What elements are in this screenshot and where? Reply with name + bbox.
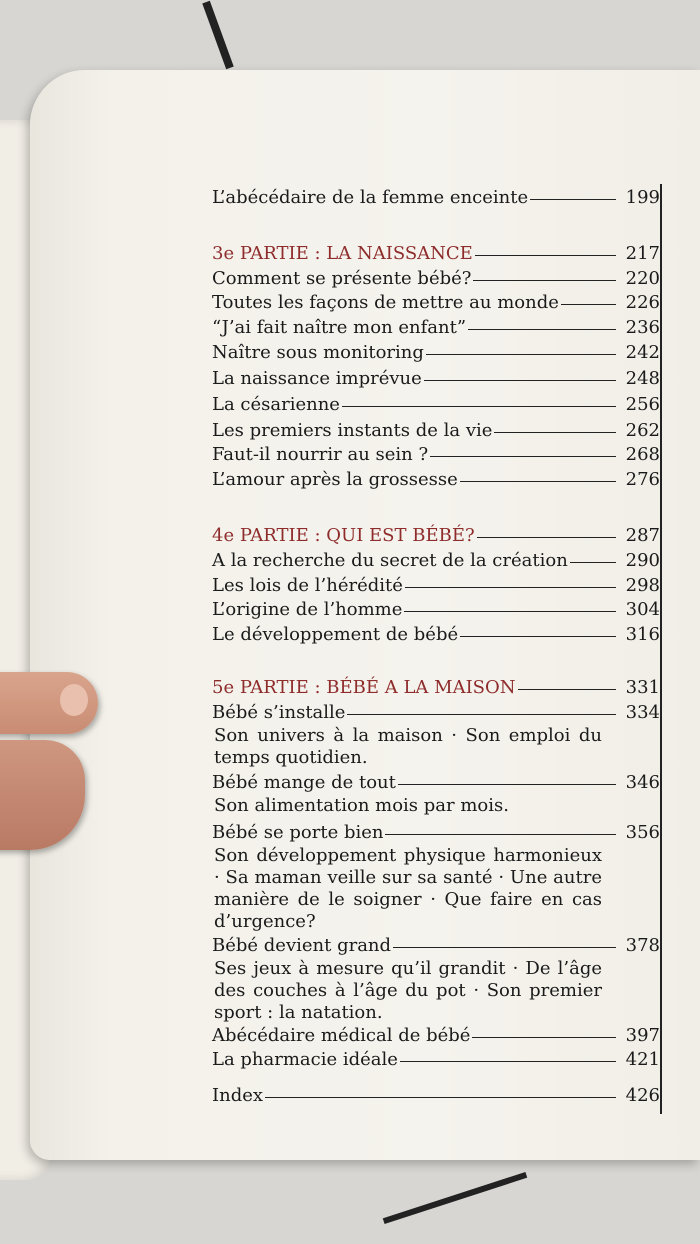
toc-entry: “J’ai fait naître mon enfant” 236 — [212, 317, 660, 338]
toc-entry: Comment se présente bébé? 220 — [212, 268, 660, 289]
toc-entry: A la recherche du secret de la création 290 — [212, 550, 660, 571]
toc-entry: Abécédaire médical de bébé 397 — [212, 1025, 660, 1046]
toc-entry: La pharmacie idéale 421 — [212, 1049, 660, 1070]
toc-entry: Bébé mange de tout 346 — [212, 772, 660, 793]
toc-entry-index: Index 426 — [212, 1085, 660, 1106]
toc-entry: Les premiers instants de la vie 262 — [212, 420, 660, 441]
toc-entry-description: Son alimentation mois par mois. — [214, 795, 509, 816]
toc-entry: Naître sous monitoring 242 — [212, 342, 660, 363]
toc-entry: Bébé se porte bien 356 — [212, 822, 660, 843]
toc-entry: Bébé devient grand 378 — [212, 935, 660, 956]
toc-entry: La naissance imprévue 248 — [212, 368, 660, 389]
toc-entry: L’abécédaire de la femme enceinte 199 — [212, 187, 660, 208]
toc-entry: La césarienne 256 — [212, 394, 660, 415]
toc-entry: L’amour après la grossesse 276 — [212, 469, 660, 490]
toc-entry: Le développement de bébé 316 — [212, 624, 660, 645]
toc-entry: L’origine de l’homme 304 — [212, 599, 660, 620]
part-4-heading: 4e PARTIE : QUI EST BÉBÉ? 287 — [212, 525, 660, 546]
part-3-heading: 3e PARTIE : LA NAISSANCE 217 — [212, 243, 660, 264]
toc-entry-description: Son univers à la maison · Son emploi du temps quotidien. — [214, 725, 602, 768]
toc-entry-description: Ses jeux à mesure qu’il grandit · De l’âge des couches à l’âge du pot · Son premier sport : la natation. — [214, 958, 602, 1023]
thumb — [0, 672, 98, 734]
part-5-heading: 5e PARTIE : BÉBÉ A LA MAISON 331 — [212, 677, 660, 698]
toc-entry-description: Son développement physique harmonieux · Sa maman veille sur sa santé · Une autre manière de le soigner · Que faire en cas d’urgence? — [214, 845, 602, 932]
toc-entry: Les lois de l’hérédité 298 — [212, 575, 660, 596]
toc-entry: Toutes les façons de mettre au monde 226 — [212, 292, 660, 313]
toc-entry: Bébé s’installe 334 — [212, 702, 660, 723]
toc-entry: Faut-il nourrir au sein ? 268 — [212, 444, 660, 465]
